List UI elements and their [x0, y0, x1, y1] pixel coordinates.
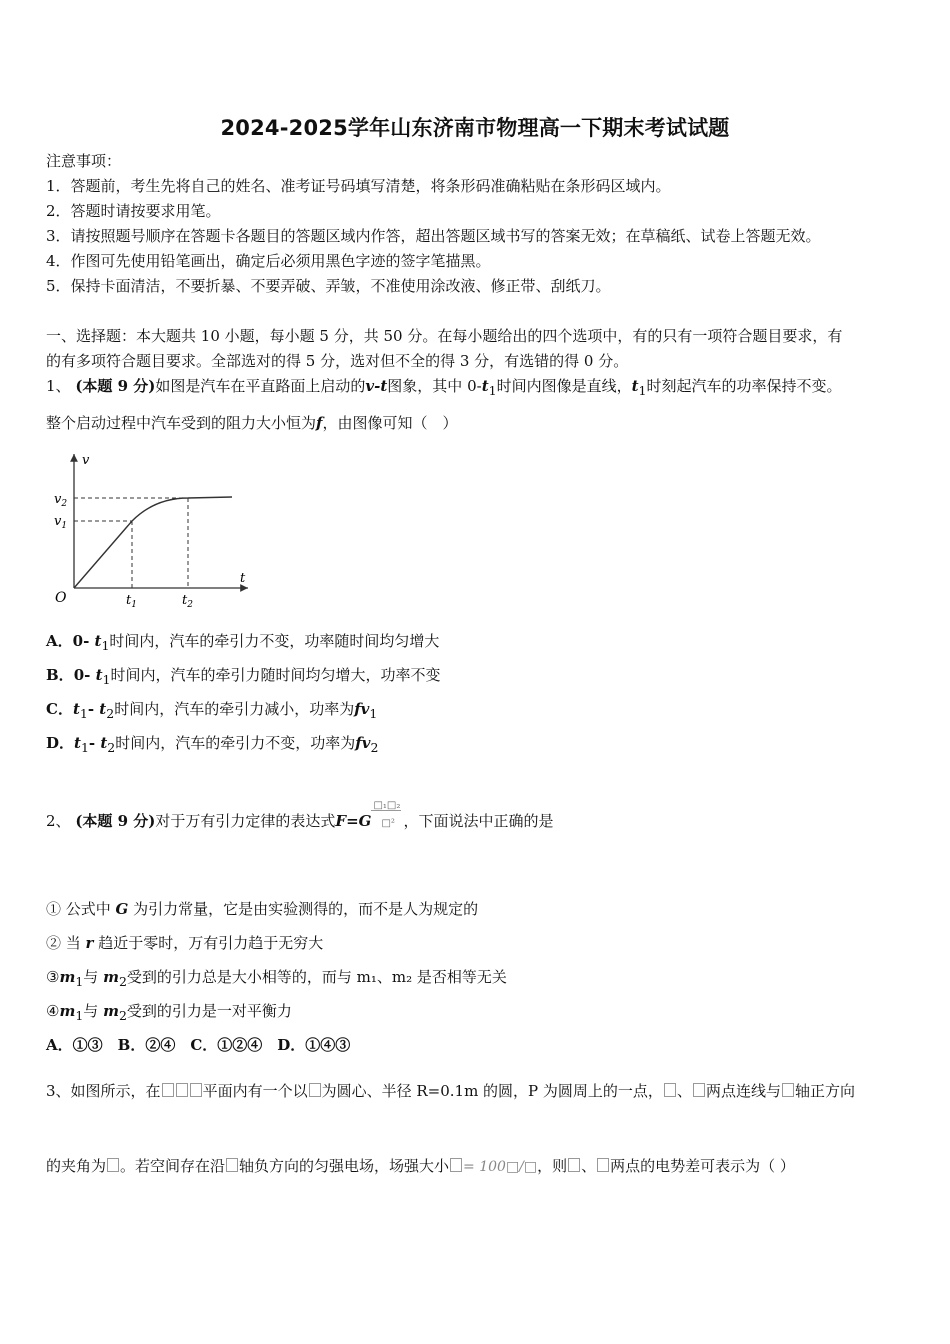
fraction-numerator: □₁□₂	[373, 800, 401, 811]
option-text: 时间内，汽车的牵引力不变，功率随时间均匀增大	[109, 632, 440, 650]
question-1-stem-line2	[46, 412, 457, 434]
subscript: 1	[369, 706, 378, 721]
question-3-stem-line2	[46, 1155, 795, 1178]
statement-3	[46, 966, 507, 993]
option-b[interactable]	[46, 664, 440, 691]
field-strength-equation: = 100□/□	[463, 1159, 538, 1175]
stem-text: ，则	[537, 1157, 568, 1175]
formula-fraction	[371, 800, 403, 833]
missing-glyph	[568, 1158, 580, 1172]
option-var: t	[99, 700, 107, 718]
option-var: f	[355, 734, 362, 752]
statement-text: 与	[83, 968, 104, 986]
missing-glyph	[226, 1158, 238, 1172]
stem-text: 、	[581, 1157, 597, 1175]
option-text: 时间内，汽车的牵引力随时间均匀增大，功率不变	[110, 666, 441, 684]
option-label: C．	[46, 700, 73, 718]
subscript: 1	[102, 672, 111, 687]
option-prefix: 0-	[73, 666, 96, 684]
question-number: 1、	[46, 377, 71, 395]
stem-text: 两点连线与	[705, 1082, 781, 1100]
missing-glyph	[450, 1158, 462, 1172]
v-axis-label: v	[82, 453, 90, 468]
option-d[interactable]	[46, 732, 378, 759]
statement-text: 受到的引力总是大小相等的，而与 m₁、m₂ 是否相等无关	[126, 968, 507, 986]
option-a[interactable]	[46, 630, 439, 657]
missing-glyph	[309, 1083, 321, 1097]
subscript: 1	[101, 638, 110, 653]
missing-glyph	[782, 1083, 794, 1097]
formula: F=G	[335, 812, 372, 830]
option-text: 时间内，汽车的牵引力不变，功率为	[115, 734, 356, 752]
question-1-stem	[46, 375, 842, 402]
stem-text: 。若空间存在沿	[120, 1157, 226, 1175]
page-title: 2024-2025学年山东济南市物理高一下期末考试试题	[220, 116, 730, 140]
stem-text: 时刻起汽车的功率保持不变。	[646, 377, 842, 395]
stem-text: 平面内有一个以	[202, 1082, 308, 1100]
option-var: t	[100, 734, 108, 752]
statement-text: ④	[46, 1002, 60, 1020]
stem-text: 为圆心、半径 R=0.1m 的圆，P 为圆周上的一点，	[321, 1082, 663, 1100]
notice-item: 5．保持卡面清洁，不要折暴、不要弄破、弄皱，不准使用涂改液、修正带、刮纸刀。	[46, 277, 611, 295]
notice-item: 3．请按照题号顺序在答题卡各题目的答题区域内作答，超出答题区域书写的答案无效；在草稿纸、试卷上答题无效。	[46, 227, 821, 245]
t1-symbol: t	[631, 377, 639, 395]
statement-var: G	[115, 900, 129, 918]
statement-var: m	[103, 1002, 119, 1020]
subscript: 2	[107, 740, 116, 755]
option-var: t	[74, 734, 81, 752]
statement-var: m	[59, 968, 76, 986]
statement-text: 为引力常量，它是由实验测得的，而不是人为规定的	[128, 900, 479, 918]
option-dash: -	[88, 734, 101, 752]
notice-heading: 注意事项：	[46, 152, 122, 170]
missing-glyph	[162, 1083, 174, 1097]
section-line: 一、选择题：本大题共 10 小题，每小题 5 分，共 50 分。在每小题给出的四个选项中，有的只有一项符合题目要求，有	[46, 327, 843, 345]
subscript: 1	[638, 383, 647, 398]
question-score: (本题 9 分)	[75, 377, 156, 395]
missing-glyph	[597, 1158, 609, 1172]
subscript: 2	[370, 740, 379, 755]
notice-item: 2．答题时请按要求用笔。	[46, 202, 221, 220]
question-3-stem	[46, 1080, 855, 1102]
question-2-choices[interactable]: A．①③ B．②④ C．①②④ D．①④③	[46, 1036, 351, 1054]
option-c[interactable]	[46, 698, 377, 725]
stem-text: ，下面说法中正确的是	[403, 812, 554, 830]
subscript: 1	[79, 706, 88, 721]
subscript: 1	[75, 974, 84, 989]
question-score: (本题 9 分)	[75, 812, 156, 830]
stem-text: 对于万有引力定律的表达式	[155, 812, 336, 830]
stem-text: 如图所示，在	[70, 1082, 161, 1100]
subscript: 2	[118, 974, 127, 989]
vt-symbol: v-t	[365, 377, 388, 395]
option-prefix: 0-	[72, 632, 95, 650]
missing-glyph	[176, 1083, 188, 1097]
stem-text: 轴正方向	[794, 1082, 855, 1100]
stem-text: ，由图像可知（ ）	[322, 414, 458, 432]
option-label: A．	[46, 632, 73, 650]
f-symbol: f	[316, 414, 323, 432]
option-label: D．	[46, 734, 75, 752]
notice-item: 1．答题前，考生先将自己的姓名、准考证号码填写清楚，将条形码准确粘贴在条形码区域内。	[46, 177, 671, 195]
statement-text: ③	[46, 968, 60, 986]
option-var: t	[72, 700, 80, 718]
statement-var: m	[59, 1002, 76, 1020]
subscript: 1	[80, 740, 89, 755]
subscript: 2	[106, 706, 115, 721]
statement-1	[46, 898, 478, 920]
option-var: v	[361, 734, 371, 752]
t-axis-label: t	[240, 571, 246, 586]
statement-var: m	[103, 968, 119, 986]
notice-item: 4．作图可先使用铅笔画出，确定后必须用黑色字迹的签字笔描黑。	[46, 252, 491, 270]
origin-label: O	[55, 590, 67, 606]
fraction-bar	[371, 810, 401, 811]
t2-label: $t_2$	[182, 593, 193, 610]
subscript: 2	[118, 1008, 127, 1023]
stem-text: 轴负方向的匀强电场，场强大小	[239, 1157, 450, 1175]
option-var: t	[94, 632, 102, 650]
fraction-denominator: □²	[381, 818, 395, 829]
vt-curve	[74, 497, 232, 588]
t1-label: $t_1$	[126, 593, 137, 610]
missing-glyph	[664, 1083, 676, 1097]
question-2-stem	[46, 800, 554, 833]
statement-text: ② 当	[46, 934, 86, 952]
option-var: f	[354, 700, 361, 718]
missing-glyph	[190, 1083, 202, 1097]
option-var: v	[360, 700, 370, 718]
stem-text: 图象，其中 0-	[387, 377, 482, 395]
missing-glyph	[107, 1158, 119, 1172]
v2-label: $v_2$	[54, 492, 68, 509]
statement-text: 受到的引力是一对平衡力	[126, 1002, 292, 1020]
subscript: 1	[75, 1008, 84, 1023]
option-dash: -	[87, 700, 100, 718]
question-number: 2、	[46, 812, 71, 830]
option-label: B．	[46, 666, 74, 684]
question-number: 3、	[46, 1082, 71, 1100]
statement-text: 与	[83, 1002, 104, 1020]
statement-text: 趋近于零时，万有引力趋于无穷大	[93, 934, 324, 952]
stem-text: 两点的电势差可表示为（ ）	[610, 1157, 795, 1175]
vt-graph	[46, 448, 256, 613]
option-var: t	[95, 666, 103, 684]
missing-glyph	[693, 1083, 705, 1097]
statement-4	[46, 1000, 292, 1027]
statement-var: r	[85, 934, 94, 952]
v1-label: $v_1$	[54, 514, 68, 531]
option-text: 时间内，汽车的牵引力减小，功率为	[114, 700, 355, 718]
t1-symbol: t	[481, 377, 489, 395]
stem-text: 整个启动过程中汽车受到的阻力大小恒为	[46, 414, 317, 432]
statement-2	[46, 932, 323, 954]
stem-text: 如图是汽车在平直路面上启动的	[155, 377, 366, 395]
section-line: 的有多项符合题目要求。全部选对的得 5 分，选对但不全的得 3 分，有选错的得 0 分。	[46, 352, 629, 370]
stem-text: 时间内图像是直线，	[496, 377, 632, 395]
subscript: 1	[488, 383, 497, 398]
stem-text: 的夹角为	[46, 1157, 107, 1175]
stem-text: 、	[676, 1082, 692, 1100]
statement-text: ① 公式中	[46, 900, 116, 918]
